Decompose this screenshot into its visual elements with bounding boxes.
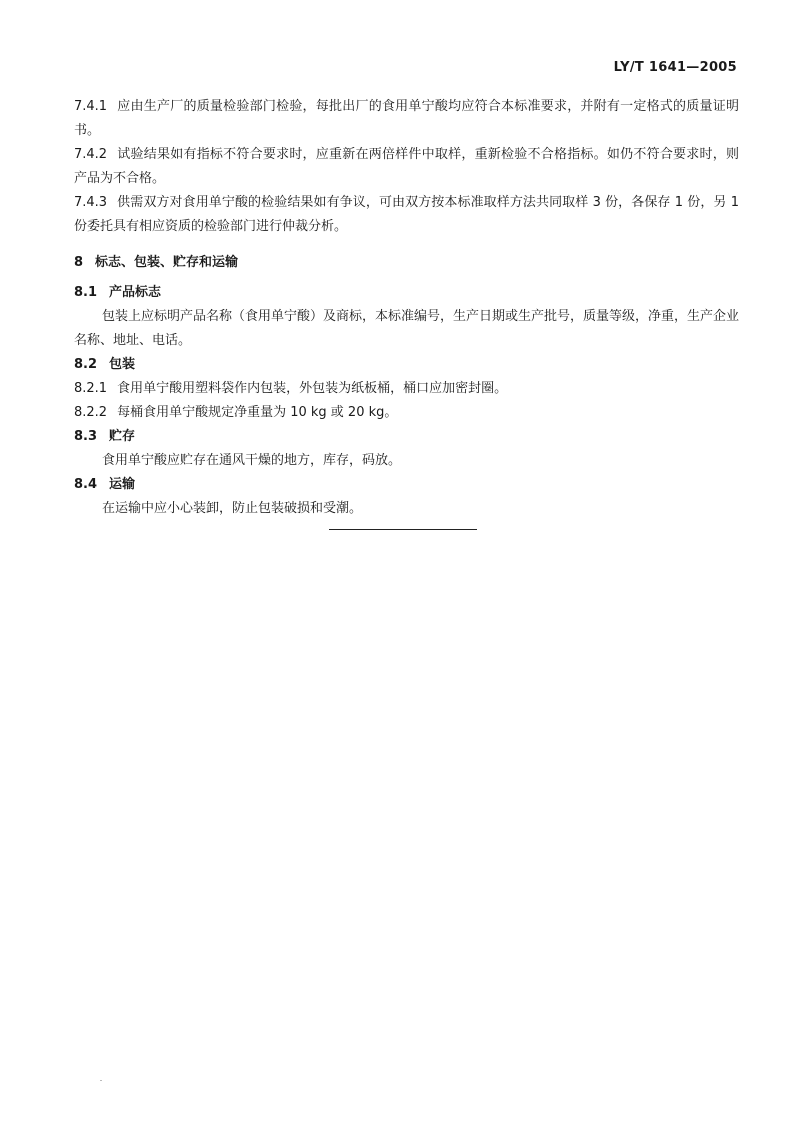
clause-7-4-2 [74,143,739,191]
clause-number: 8.4 [74,477,98,492]
section-title: 标志、包装、贮存和运输 [95,255,239,270]
end-of-document-rule [329,529,477,530]
clause-title: 包装 [109,357,136,372]
clause-8-3-heading [74,425,739,449]
clause-title: 运输 [109,477,136,492]
standard-code: LY/T 1641—2005 [613,60,737,75]
clause-number: 7.4.3 [74,195,108,210]
clause-number: 8.3 [74,429,98,444]
clause-text: 食用单宁酸用塑料袋作内包装，外包装为纸板桶，桶口应加密封圈。 [117,381,508,396]
document-body [74,95,739,521]
clause-number: 7.4.1 [74,99,108,114]
clause-8-4-heading [74,473,739,497]
clause-number: 8.2 [74,357,98,372]
clause-text: 每桶食用单宁酸规定净重量为 10 kg 或 20 kg。 [117,405,398,420]
clause-number: 8.2.1 [74,381,108,396]
clause-7-4-1 [74,95,739,143]
clause-8-3-text: 食用单宁酸应贮存在通风干燥的地方，库存，码放。 [102,453,402,468]
clause-text: 试验结果如有指标不符合要求时，应重新在两倍样件中取样，重新检验不合格指标。如仍不符合要求时，则产品为不合格。 [74,147,739,186]
clause-8-1-text: 包装上应标明产品名称（食用单宁酸）及商标，本标准编号，生产日期或生产批号，质量等级，净重，生产企业名称、地址、电话。 [74,309,740,348]
clause-text: 应由生产厂的质量检验部门检验，每批出厂的食用单宁酸均应符合本标准要求，并附有一定格式的质量证明书。 [74,99,739,138]
clause-8-2-1 [74,377,739,401]
clause-title: 产品标志 [109,285,162,300]
section-number: 8 [74,255,84,270]
clause-number: 7.4.2 [74,147,108,162]
clause-8-4-text: 在运输中应小心装卸，防止包装破损和受潮。 [102,501,363,516]
clause-8-2-2 [74,401,739,425]
clause-number: 8.2.2 [74,405,108,420]
clause-7-4-3 [74,191,739,239]
scan-mark [100,1080,102,1081]
clause-number: 8.1 [74,285,98,300]
section-8-heading [74,251,739,275]
clause-8-2-heading [74,353,739,377]
clause-text: 供需双方对食用单宁酸的检验结果如有争议，可由双方按本标准取样方法共同取样 3 份，各保存 1 份，另 1 份委托具有相应资质的检验部门进行仲裁分析。 [74,195,739,234]
clause-title: 贮存 [109,429,136,444]
clause-8-1-heading [74,281,739,305]
